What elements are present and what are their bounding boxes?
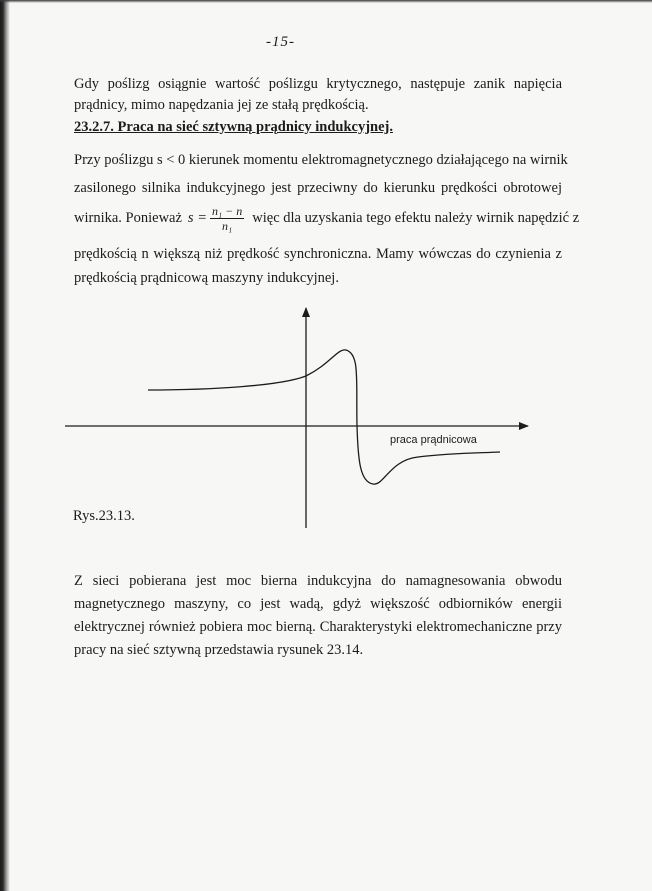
figure-caption: Rys.23.13. <box>73 508 135 524</box>
scan-shadow-left <box>0 0 10 891</box>
paragraph-2-line-4: prędkością n większą niż prędkość synchroniczna. Mamy wówczas do czynienia z <box>74 246 562 262</box>
paragraph-intro: Gdy poślizg osiągnie wartość poślizgu krytycznego, następuje zanik napięcia prądnicy, mimo napędzania jej ze stałą prędkością. <box>74 76 562 113</box>
section-heading: 23.2.7. Praca na sieć sztywną prądnicy indukcyjnej. <box>74 119 393 135</box>
slip-formula-denominator: n₁ <box>222 218 233 233</box>
paragraph-2-line-1: Przy poślizgu s < 0 kierunek momentu elektromagnetycznego działającego na wirnik <box>74 152 568 168</box>
slip-formula-fraction <box>210 204 244 233</box>
scan-shadow-top <box>0 0 652 3</box>
paragraph-2-line-2: zasilonego silnika indukcyjnego jest przeciwny do kierunku prędkości obrotowej <box>74 180 562 196</box>
paragraph-2-line-3 <box>74 200 580 236</box>
paragraph-2-line-3-before: wirnika. Ponieważ <box>74 210 182 226</box>
slip-formula-lhs: s = <box>187 210 207 226</box>
page-number: -15- <box>266 34 295 50</box>
paragraph-2-line-5: prędkością prądnicową maszyny indukcyjnej. <box>74 270 339 286</box>
torque-characteristic-plot <box>60 300 540 535</box>
paragraph-reactive-power: Z sieci pobierana jest moc bierna indukcyjna do namagnesowania obwodu magnetycznego maszyny, co jest wadą, gdyż większość odbiorników energii elektrycznej również pobiera moc bierną. Charakterystyki elektromechaniczne przy pracy na sieć sztywną przedstawia rysunek 23.14. <box>74 573 562 658</box>
slip-formula <box>188 204 244 233</box>
paragraph-2-line-3-after: więc dla uzyskania tego efektu należy wirnik napędzić z <box>252 210 580 226</box>
generator-operation-label: praca prądnicowa <box>390 434 477 446</box>
motor-region-curve <box>148 350 357 426</box>
torque-slip-figure <box>60 300 540 535</box>
slip-formula-numerator: n₁ − n <box>211 203 243 218</box>
